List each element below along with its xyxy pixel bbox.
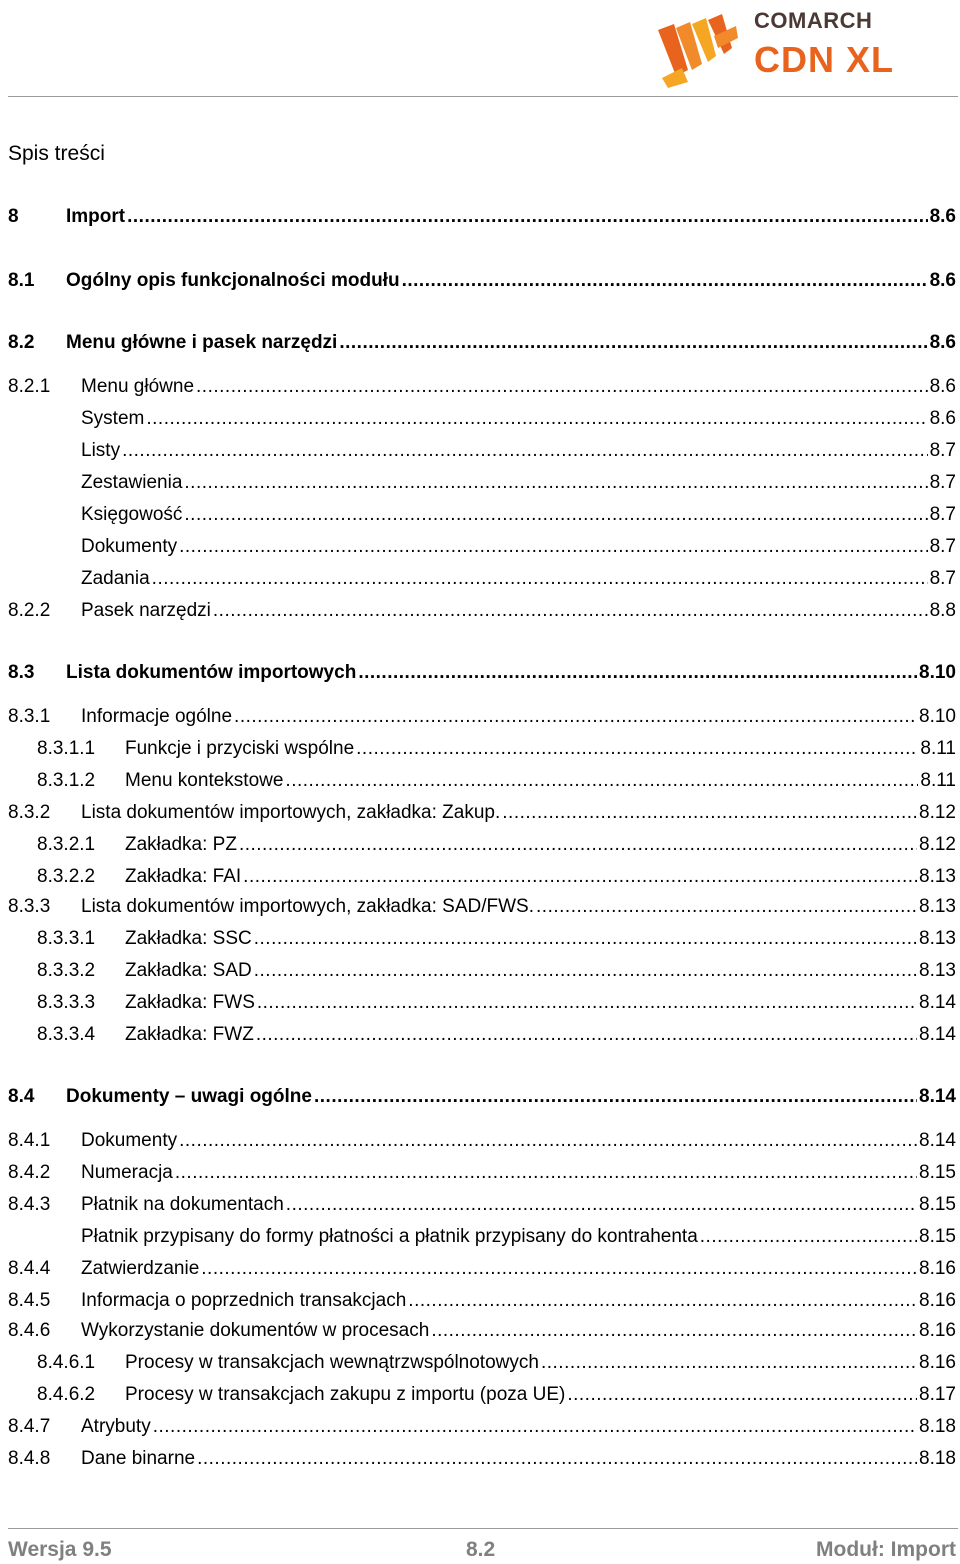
toc-entry-label: Zestawienia	[81, 472, 183, 493]
brand-name: COMARCH	[754, 8, 873, 33]
toc-entry[interactable]	[37, 1022, 956, 1048]
toc-entry-label: Menu główne	[81, 376, 195, 397]
toc-entry-number: 8.4.8	[8, 1448, 51, 1469]
toc-entry-page: 8.15	[919, 1226, 956, 1247]
toc-entry-label: Listy	[81, 440, 121, 461]
toc-entry[interactable]	[8, 1192, 956, 1218]
toc-entry[interactable]	[37, 832, 956, 858]
toc-entry-number: 8.3	[8, 662, 35, 683]
comarch-logo-icon	[652, 8, 740, 88]
toc-entry-page: 8.16	[919, 1352, 956, 1373]
toc-entry-number: 8.3.3.1	[37, 928, 96, 949]
toc-entry-number: 8.3.3.2	[37, 960, 96, 981]
toc-entry-number: 8.4.6	[8, 1320, 51, 1341]
toc-entry[interactable]	[8, 438, 956, 464]
toc-entry[interactable]	[8, 704, 956, 730]
toc-entry-label: Księgowość	[81, 504, 183, 525]
toc-dot-leader	[127, 204, 927, 230]
toc-entry[interactable]	[8, 894, 956, 920]
toc-entry[interactable]	[37, 1382, 956, 1408]
toc-entry-label: Zakładka: FAI	[125, 866, 242, 887]
toc-entry-number: 8	[8, 206, 19, 227]
toc-dot-leader	[402, 268, 928, 294]
toc-dot-leader	[184, 470, 927, 496]
toc-entry-label: Lista dokumentów importowych, zakładka: SAD/FWS.	[81, 896, 535, 917]
toc-entry[interactable]	[8, 598, 956, 624]
page-footer	[8, 1538, 956, 1564]
toc-entry-number: 8.4.1	[8, 1130, 51, 1151]
toc-entry-number: 8.3.2.1	[37, 834, 96, 855]
toc-entry[interactable]	[37, 864, 956, 890]
toc-entry-label: Lista dokumentów importowych	[66, 662, 357, 683]
toc-entry-number: 8.2	[8, 332, 35, 353]
toc-entry[interactable]	[37, 990, 956, 1016]
toc-entry-number: 8.4.7	[8, 1416, 51, 1437]
toc-entry-page: 8.11	[920, 770, 956, 791]
toc-entry[interactable]	[37, 736, 956, 762]
toc-entry-label: Zadania	[81, 568, 150, 589]
toc-entry-label: Funkcje i przyciski wspólne	[125, 738, 355, 759]
toc-entry-number: 8.3.3.4	[37, 1024, 96, 1045]
toc-dot-leader	[356, 736, 918, 762]
toc-entry-page: 8.13	[919, 960, 956, 981]
toc-entry-number: 8.3.1	[8, 706, 51, 727]
toc-dot-leader	[256, 1022, 917, 1048]
toc-dot-leader	[254, 958, 917, 984]
toc-entry-label: Procesy w transakcjach wewnątrzwspólnotowych	[125, 1352, 539, 1373]
toc-entry-label: Zakładka: SAD	[125, 960, 252, 981]
toc-dot-leader	[175, 1160, 917, 1186]
toc-entry[interactable]	[8, 1256, 956, 1282]
toc-entry-page: 8.14	[919, 992, 956, 1013]
toc-dot-leader	[213, 598, 928, 624]
toc-entry[interactable]	[8, 1160, 956, 1186]
product-name: CDN XL	[754, 39, 894, 80]
toc-entry[interactable]	[8, 1414, 956, 1440]
toc-entry-page: 8.17	[919, 1384, 956, 1405]
toc-entry-label: Dane binarne	[81, 1448, 196, 1469]
toc-entry-page: 8.12	[919, 802, 956, 823]
toc-entry-label: Pasek narzędzi	[81, 600, 211, 621]
toc-entry-number: 8.4.6.2	[37, 1384, 96, 1405]
toc-dot-leader	[179, 534, 927, 560]
toc-dot-leader	[541, 1350, 917, 1376]
toc-entry[interactable]	[8, 204, 956, 230]
toc-entry-label: Zakładka: FWS	[125, 992, 255, 1013]
toc-dot-leader	[536, 894, 917, 920]
toc-entry[interactable]	[8, 470, 956, 496]
toc-entry-number: 8.4.2	[8, 1162, 51, 1183]
toc-entry-number: 8.1	[8, 270, 35, 291]
toc-dot-leader	[502, 800, 917, 826]
toc-dot-leader	[408, 1288, 917, 1314]
toc-dot-leader	[196, 374, 928, 400]
footer-module: Moduł: Import	[816, 1538, 956, 1561]
toc-entry-page: 8.6	[929, 270, 956, 291]
toc-entry-number: 8.3.1.1	[37, 738, 96, 759]
toc-dot-leader	[184, 502, 927, 528]
toc-entry-number: 8.4.3	[8, 1194, 51, 1215]
toc-entry-label: Dokumenty – uwagi ogólne	[66, 1086, 312, 1107]
toc-entry-page: 8.6	[929, 376, 956, 397]
toc-entry[interactable]	[8, 1318, 956, 1344]
toc-dot-leader	[153, 1414, 917, 1440]
toc-entry[interactable]	[37, 926, 956, 952]
toc-entry-label: Lista dokumentów importowych, zakładka: Zakup.	[81, 802, 501, 823]
toc-dot-leader	[179, 1128, 917, 1154]
toc-entry-page: 8.10	[919, 706, 956, 727]
toc-entry[interactable]	[8, 268, 956, 294]
toc-entry-page: 8.14	[919, 1024, 956, 1045]
toc-entry-page: 8.13	[919, 866, 956, 887]
toc-entry-label: Menu kontekstowe	[125, 770, 284, 791]
toc-dot-leader	[122, 438, 928, 464]
toc-entry-page: 8.7	[929, 472, 956, 493]
toc-entry-page: 8.10	[919, 662, 956, 683]
toc-entry-number: 8.4	[8, 1086, 35, 1107]
toc-entry[interactable]	[8, 1224, 956, 1250]
toc-entry-label: Zakładka: FWZ	[125, 1024, 254, 1045]
toc-entry-label: Płatnik przypisany do formy płatności a płatnik przypisany do kontrahenta	[81, 1226, 698, 1247]
toc-entry[interactable]	[8, 566, 956, 592]
toc-entry-label: Informacja o poprzednich transakcjach	[81, 1290, 407, 1311]
header-divider	[8, 96, 958, 97]
toc-dot-leader	[567, 1382, 917, 1408]
toc-entry-page: 8.14	[919, 1130, 956, 1151]
toc-dot-leader	[201, 1256, 917, 1282]
toc-dot-leader	[286, 1192, 917, 1218]
toc-entry-label: Ogólny opis funkcjonalności modułu	[66, 270, 400, 291]
toc-entry[interactable]	[8, 534, 956, 560]
toc-entry-page: 8.14	[919, 1086, 956, 1107]
toc-entry-number: 8.3.2	[8, 802, 51, 823]
toc-entry[interactable]	[37, 1350, 956, 1376]
toc-entry-label: Menu główne i pasek narzędzi	[66, 332, 338, 353]
footer-divider	[8, 1528, 958, 1529]
toc-entry-label: Zatwierdzanie	[81, 1258, 200, 1279]
toc-entry-number: 8.2.2	[8, 600, 51, 621]
toc-dot-leader	[254, 926, 917, 952]
toc-entry-page: 8.16	[919, 1258, 956, 1279]
toc-dot-leader	[431, 1318, 917, 1344]
toc-dot-leader	[146, 406, 927, 432]
toc-entry-page: 8.15	[919, 1194, 956, 1215]
toc-dot-leader	[358, 660, 917, 686]
toc-entry[interactable]	[8, 330, 956, 356]
toc-entry-number: 8.2.1	[8, 376, 51, 397]
toc-entry-page: 8.12	[919, 834, 956, 855]
toc-entry-number: 8.3.3	[8, 896, 51, 917]
toc-entry-label: Informacje ogólne	[81, 706, 233, 727]
toc-entry-number: 8.3.3.3	[37, 992, 96, 1013]
toc-dot-leader	[285, 768, 918, 794]
toc-entry-label: Zakładka: PZ	[125, 834, 237, 855]
toc-entry-page: 8.13	[919, 928, 956, 949]
toc-entry-number: 8.3.2.2	[37, 866, 96, 887]
toc-entry[interactable]	[8, 502, 956, 528]
toc-dot-leader	[339, 330, 927, 356]
page-header	[0, 0, 960, 100]
toc-entry-page: 8.7	[929, 568, 956, 589]
toc-entry[interactable]	[8, 1128, 956, 1154]
toc-dot-leader	[700, 1224, 917, 1250]
toc-entry-number: 8.4.4	[8, 1258, 51, 1279]
toc-entry-label: System	[81, 408, 145, 429]
toc-entry-page: 8.16	[919, 1290, 956, 1311]
toc-entry-page: 8.7	[929, 440, 956, 461]
toc-dot-leader	[243, 864, 917, 890]
toc-entry[interactable]	[8, 660, 956, 686]
toc-entry-label: Wykorzystanie dokumentów w procesach	[81, 1320, 430, 1341]
toc-entry-label: Dokumenty	[81, 1130, 178, 1151]
footer-page-number: 8.2	[466, 1538, 496, 1561]
toc-entry-page: 8.16	[919, 1320, 956, 1341]
toc-entry-label: Procesy w transakcjach zakupu z importu (poza UE)	[125, 1384, 566, 1405]
toc-entry[interactable]	[8, 800, 956, 826]
toc-entry-number: 8.4.5	[8, 1290, 51, 1311]
toc-entry[interactable]	[37, 958, 956, 984]
toc-entry-page: 8.18	[919, 1448, 956, 1469]
toc-entry[interactable]	[8, 406, 956, 432]
toc-entry-page: 8.6	[929, 332, 956, 353]
toc-entry[interactable]	[37, 768, 956, 794]
toc-entry-page: 8.7	[929, 536, 956, 557]
footer-version: Wersja 9.5	[8, 1538, 112, 1561]
toc-title: Spis treści	[8, 142, 105, 165]
toc-dot-leader	[314, 1084, 917, 1110]
toc-entry-page: 8.15	[919, 1162, 956, 1183]
toc-entry[interactable]	[8, 1084, 956, 1110]
toc-entry[interactable]	[8, 374, 956, 400]
toc-entry-page: 8.7	[929, 504, 956, 525]
toc-dot-leader	[152, 566, 928, 592]
toc-entry-label: Import	[66, 206, 126, 227]
toc-entry[interactable]	[8, 1288, 956, 1314]
toc-entry-page: 8.11	[920, 738, 956, 759]
toc-entry-number: 8.4.6.1	[37, 1352, 96, 1373]
toc-entry-label: Płatnik na dokumentach	[81, 1194, 284, 1215]
toc-entry[interactable]	[8, 1446, 956, 1472]
toc-entry-page: 8.8	[929, 600, 956, 621]
toc-entry-page: 8.6	[929, 206, 956, 227]
toc-entry-page: 8.13	[919, 896, 956, 917]
toc-entry-label: Dokumenty	[81, 536, 178, 557]
toc-entry-label: Numeracja	[81, 1162, 173, 1183]
toc-dot-leader	[197, 1446, 917, 1472]
toc-entry-number: 8.3.1.2	[37, 770, 96, 791]
toc-entry-page: 8.6	[929, 408, 956, 429]
toc-dot-leader	[239, 832, 917, 858]
toc-entry-page: 8.18	[919, 1416, 956, 1437]
toc-dot-leader	[257, 990, 917, 1016]
toc-entry-label: Atrybuty	[81, 1416, 151, 1437]
toc-dot-leader	[234, 704, 917, 730]
toc-entry-label: Zakładka: SSC	[125, 928, 252, 949]
